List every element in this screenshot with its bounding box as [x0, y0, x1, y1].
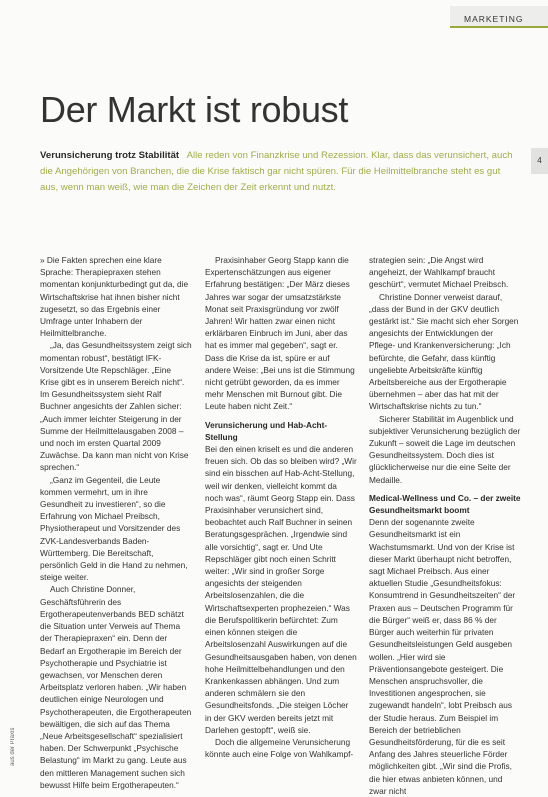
column-1: [40, 254, 192, 791]
column-2: [205, 254, 357, 760]
body-paragraph: Auch Christine Donner, Geschäftsführerin des Ergotherapeutenverbands BED schätzt die Situation unter Verweis auf Thema der Therapiepraxen“ ein. Denn der Bedarf an Ergotherapie im Bereich der Psychotherapie und Psychiatrie ist gewachsen, vor Menschen deren Arbeitsplatz verloren haben. „Wir haben deutlichen einige Neurologen und Psychotherapeuten, die Ergotherapeuten bewältigen, die sich auf das Thema „Neue Arbeitsgesellschaft“ spezialisiert haben. Der Schwerpunkt „Psychische Belastung“ im Markt zu gang. Leute aus den mittleren Management suchen sich bewusst Hilfe beim Ergotherapeuten.“: [40, 584, 192, 790]
section-heading: Verunsicherung und Hab-Acht-Stellung: [205, 419, 328, 442]
body-paragraph: Praxisinhaber Georg Stapp kann die Expertenschätzungen aus eigener Erfahrung bestätigen: „Der März dieses Jahres war sogar der umsatzstärkste Monat seit Praxisgründung vor zwölf Jahren! Wir hatten zwar einen nicht erklärbaren Einbruch im Juni, aber das hat es immer mal gegeben“, sagt er. Dass die Krise da ist, spüre er auf andere Weise: „Bei uns ist die Stimmung nicht getrübt geworden, da es immer mehr Menschen mit Burnout gibt. Die Leute haben nicht Zeit.“: [205, 255, 355, 412]
body-paragraph: Sicherer Stabilität im Augenblick und subjektiver Verunsicherung bezüglich der Zukunft – soweit die Lage im deutschen Gesundheitssystem. Doch dies ist glücklicherweise nur die eine Seite der Medaille.: [369, 413, 521, 485]
body-paragraph: „Ja, das Gesundheitssystem zeigt sich momentan robust“, bestätigt IFK-Vorsitzende Ute Repschläger. „Eine Krise gibt es in unserem Bereich nicht“. Im Gesundheitssystem sieht Ralf Buchner angesichts der Zahlen sicher: „Auch immer leichter Steigerung in der Summe der Heilmittelausgaben 2008 – und noch im ersten Quartal 2009 Zuwächse. Da kann man nicht von Krise sprechen.“: [40, 340, 192, 473]
body-paragraph: Doch die allgemeine Verunsicherung könnte auch eine Folge von Wahlkampf-: [205, 736, 354, 760]
column-3: [369, 254, 521, 797]
body-paragraph: „Ganz im Gegenteil, die Leute kommen vermehrt, um in ihre Gesundheit zu investieren“, so die Erfahrung von Michael Preibsch, Physiotherapeut und Vorsitzender des ZVK-Landesverbands Baden-Württemberg. Die Bereitschaft, persönlich Geld in die Hand zu nehmen, steige weiter.: [40, 474, 188, 583]
body-paragraph: Bei den einen kriselt es und die anderen freuen sich. Ob das so bleiben wird? „Wir sind ein bisschen auf Hab-Acht-Stellung, weil wir denken, vielleicht kommt da noch was“, räumt Georg Stapp ein. Dass Praxisinhaber verunsichert sind, beobachtet auch Ralf Buchner in seinen Beratungsgesprächen. „Irgendwie sind alle vorsichtig“, sagt er. Und Ute Repschläger gibt noch einen Schritt weiter: „Wir sind in großer Sorge angesichts der steigenden Arbeitslosenzahlen, die die Wirtschaftsexperten prophezeien.“ Was die Berufspolitikerin befürchtet: Zum einen können steigen die Arbeitslosenzahl Auswirkungen auf die Gesundheitsausgaben haben, von denen hohe Heilmittelbehandlungen und den Krankenkassen abhängen. Und zum anderen schmälern sie den Gesundheitsfonds. „Die steigen Löcher in der GKV werden bereits jetzt mit Darlehen gestopft“, weiß sie.: [205, 444, 357, 735]
article-lead: [40, 148, 516, 197]
article-title: Der Markt ist robust: [40, 89, 349, 130]
lead-strong: Verunsicherung trotz Stabilität: [40, 150, 180, 161]
page-number: 4: [531, 148, 548, 174]
section-label: MARKETING: [450, 6, 548, 28]
body-paragraph: Christine Donner verweist darauf, „dass der Bund in der GKV deutlich gestärkt ist.“ Sie macht sich eher Sorgen angesichts der Entwicklungen der Pflege- und Krankenversicherung: „Ich befürchte, die Gefahr, dass künftig ungeliebte Arbeitskräfte künftig Arbeitsbereiche aus der Ergotherapie übernehmen – aber das hat mit der Wirtschaftskrise nichts zu tun.“: [369, 291, 519, 412]
body-paragraph: » Die Fakten sprechen eine klare Sprache: Therapiepraxen stehen momentan konjunkturbedingt gut da, die Wirtschaftskrise hat ihnen bisher nicht zugesetzt, so das Ergebnis einer Umfrage unter Inhabern der Heilmittelbranche.: [40, 255, 189, 339]
body-paragraph: strategien sein: „Die Angst wird angeheizt, der Wahlkampf braucht geschürt“, vermutet Michael Preibsch.: [369, 255, 509, 290]
section-heading: Medical-Wellness und Co. – der zweite Gesundheitsmarkt boomt: [369, 492, 521, 516]
lead-text: Alle reden von Finanzkrise und Rezession. Klar, dass das verunsichert, auch die Angehörigen von Branchen, die die Krise faktisch gar nicht spüren. Für die Heilmittelbranche steht es gut aus, wenn man weiß, wie man die Zeichen der Zeit erkennt und nutzt.: [40, 150, 513, 194]
body-paragraph: Denn der sogenannte zweite Gesundheitsmarkt ist ein Wachstumsmarkt. Und von der Krise ist dieser Markt überhaupt nicht betroffen, sagt Michael Preibsch. Aus einer aktuellen Studie „Gesundheitsfokus: Konsumtrend in Gesundheitszeiten“ der Praxen aus – Deutschen Programm für die Bürger“ weiß er, dass 86 % der Bürger auch weiterhin für privaten Gesundheitsleistungen Geld ausgeben wollen. „Hier wird sie Präventionsangebote gesteigert. Die Menschen anspruchsvoller, die Investitionen angesprochen, sie zugewandt handeln“, lobt Preibsch aus der Studie heraus. Zum Beispiel im Bereich der betrieblichen Gesundheitsförderung, für die es seit Anfang des Jahres steuerliche Förder möglichkeiten gibt. „Wir sind die Profis, die hier etwas anbieten können, und zwar nicht: [369, 517, 516, 796]
side-note: aus der Praxis: [10, 727, 16, 766]
